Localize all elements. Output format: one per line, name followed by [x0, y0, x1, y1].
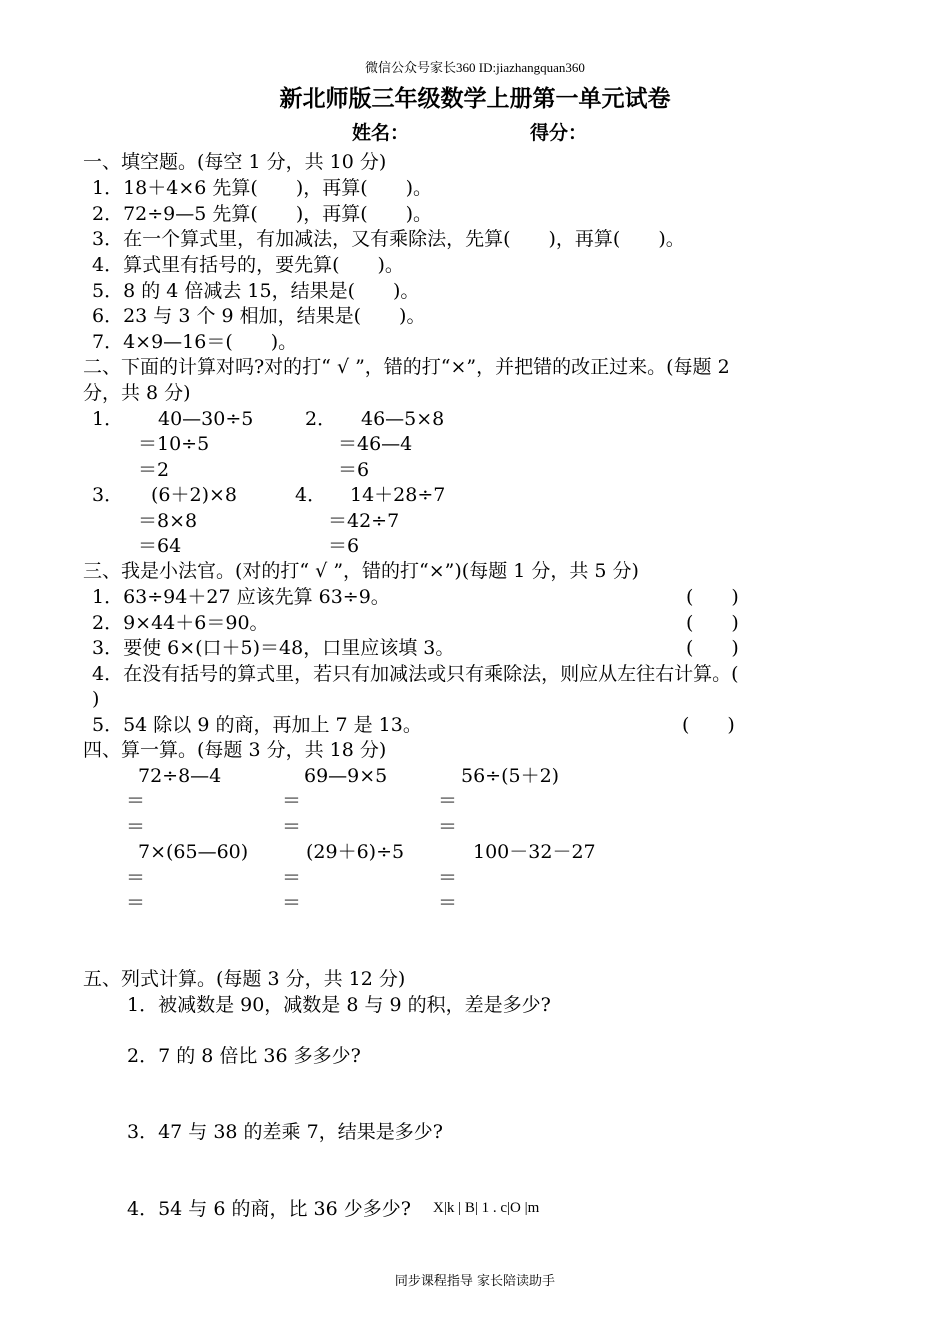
s1-item-6: 6．23 与 3 个 9 相加，结果是( )。	[92, 305, 426, 327]
s3-item-4-blank: )	[92, 688, 100, 710]
page-title: 新北师版三年级数学上册第一单元试卷	[279, 86, 671, 112]
s1-item-4: 4．算式里有括号的，要先算( )。	[92, 254, 404, 276]
s2-p1-expr: 40—30÷5	[158, 408, 254, 430]
section-4-heading: 四、算一算。(每题 3 分，共 18 分)	[83, 739, 387, 761]
s2-p3-step1: ＝8×8	[138, 510, 198, 532]
page-header: 微信公众号家长360 ID:jiazhangquan360	[365, 60, 585, 75]
s1-item-7: 7．4×9—16＝( )。	[92, 331, 298, 353]
section-2-heading: 二、下面的计算对吗?对的打“ √ ”，错的打“×”，并把错的改正过来。(每题 2	[83, 356, 730, 378]
s3-item-1-blank: ( )	[686, 586, 739, 608]
s5-item-1: 1．被减数是 90，减数是 8 与 9 的积，差是多少?	[127, 994, 551, 1016]
s3-item-4: 4．在没有括号的算式里，若只有加减法或只有乘除法，则应从左往右计算。(	[92, 663, 739, 685]
s3-item-5-blank: ( )	[682, 714, 735, 736]
s2-p3-num: 3．	[92, 484, 124, 506]
page-footer: 同步课程指导 家长陪读助手	[394, 1274, 556, 1289]
s4-eq: ＝	[282, 816, 302, 838]
section-1-heading: 一、填空题。(每空 1 分，共 10 分)	[83, 151, 387, 173]
s2-p4-step1: ＝42÷7	[328, 510, 400, 532]
s5-item-4: 4．54 与 6 的商，比 36 少多少?	[127, 1198, 411, 1220]
s2-p3-step2: ＝64	[138, 535, 182, 557]
s4-calc-5: (29＋6)÷5	[306, 841, 405, 863]
s1-item-5: 5．8 的 4 倍减去 15，结果是( )。	[92, 280, 420, 302]
s2-p2-step2: ＝6	[338, 459, 370, 481]
s4-eq: ＝	[282, 867, 302, 889]
s4-calc-1: 72÷8—4	[138, 765, 222, 787]
s4-eq: ＝	[282, 892, 302, 914]
s3-item-3-blank: ( )	[686, 637, 739, 659]
s1-item-1: 1．18＋4×6 先算( )，再算( )。	[92, 177, 433, 199]
s2-p4-expr: 14＋28÷7	[350, 484, 446, 506]
s1-item-3: 3．在一个算式里，有加减法，又有乘除法，先算( )，再算( )。	[92, 228, 685, 250]
s2-p4-num: 4．	[295, 484, 327, 506]
s4-calc-3: 56÷(5＋2)	[461, 765, 560, 787]
s3-item-5: 5．54 除以 9 的商，再加上 7 是 13。	[92, 714, 422, 736]
watermark-text: X|k | B| 1 . c|O |m	[433, 1200, 540, 1216]
s3-item-3: 3．要使 6×(口＋5)＝48，口里应该填 3。	[92, 637, 455, 659]
name-label: 姓名：	[352, 122, 410, 144]
s4-eq: ＝	[126, 892, 146, 914]
section-2-heading-cont: 分，共 8 分)	[83, 382, 191, 404]
score-label: 得分：	[530, 122, 588, 144]
s3-item-2-blank: ( )	[686, 612, 739, 634]
section-5-heading: 五、列式计算。(每题 3 分，共 12 分)	[83, 968, 406, 990]
s4-eq: ＝	[126, 816, 146, 838]
s4-eq: ＝	[126, 867, 146, 889]
s4-eq: ＝	[438, 790, 458, 812]
s4-eq: ＝	[282, 790, 302, 812]
s5-item-3: 3．47 与 38 的差乘 7，结果是多少?	[127, 1121, 443, 1143]
s2-p2-step1: ＝46—4	[338, 433, 413, 455]
s3-item-1: 1．63÷94＋27 应该先算 63÷9。	[92, 586, 390, 608]
s2-p1-step2: ＝2	[138, 459, 170, 481]
s4-eq: ＝	[126, 790, 146, 812]
s2-p1-step1: ＝10÷5	[138, 433, 210, 455]
s4-eq: ＝	[438, 892, 458, 914]
s1-item-2: 2．72÷9—5 先算( )，再算( )。	[92, 203, 433, 225]
s3-item-2: 2．9×44＋6＝90。	[92, 612, 269, 634]
s4-eq: ＝	[438, 816, 458, 838]
s4-calc-6: 100－32－27	[473, 841, 596, 863]
section-3-heading: 三、我是小法官。(对的打“ √ ”，错的打“×”)(每题 1 分，共 5 分)	[83, 560, 639, 582]
s2-p3-expr: (6＋2)×8	[151, 484, 238, 506]
s5-item-2: 2．7 的 8 倍比 36 多多少?	[127, 1045, 361, 1067]
s2-p2-expr: 46—5×8	[361, 408, 445, 430]
s4-eq: ＝	[438, 867, 458, 889]
s2-p1-num: 1．	[92, 408, 124, 430]
s2-p4-step2: ＝6	[328, 535, 360, 557]
s4-calc-4: 7×(65—60)	[138, 841, 249, 863]
s2-p2-num: 2．	[305, 408, 337, 430]
s4-calc-2: 69—9×5	[304, 765, 388, 787]
